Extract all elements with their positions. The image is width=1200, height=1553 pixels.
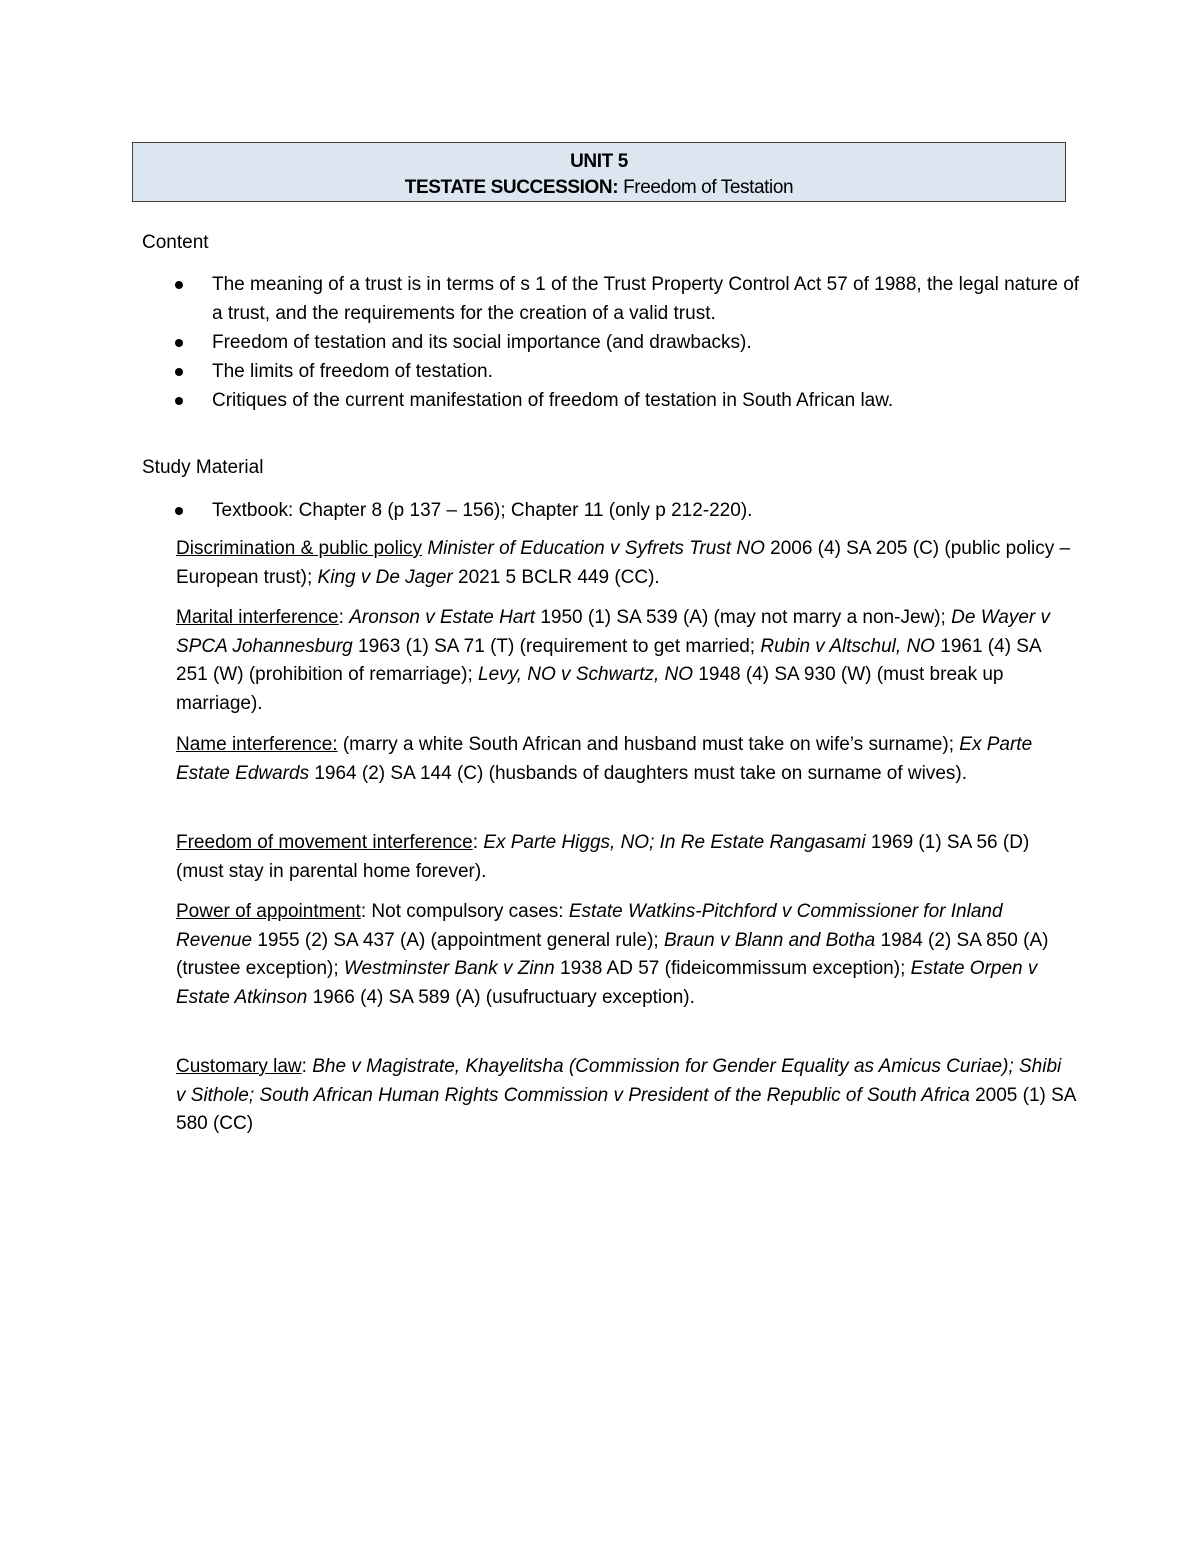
unit-number: UNIT 5	[570, 151, 628, 172]
content-bullet-item: The limits of freedom of testation.	[142, 357, 1082, 386]
bullet-icon	[175, 339, 183, 347]
content-bullet-item: The meaning of a trust is in terms of s 1 of the Trust Property Control Act 57 of 1988, the legal nature of a trust, and the requirements for the creation of a valid trust.	[142, 270, 1082, 328]
freedom-of-movement-paragraph: Freedom of movement interference: Ex Parte Higgs, NO; In Re Estate Rangasami 1969 (1) SA 56 (D) (must stay in parental home forever).	[176, 832, 1030, 882]
study-bullet-list	[142, 496, 1082, 525]
bullet-icon	[175, 397, 183, 405]
content-bullet-item: Critiques of the current manifestation of freedom of testation in South African law.	[142, 386, 1082, 415]
name-interference-paragraph: Name interference: (marry a white South African and husband must take on wife’s surname); Ex Parte Estate Edwards 1964 (2) SA 144 (C) (husbands of daughters must take on surname of wives).	[176, 734, 1033, 784]
study-material-heading: Study Material	[142, 457, 264, 478]
unit-heading-bold: TESTATE SUCCESSION:	[404, 177, 619, 198]
bullet-icon	[175, 281, 183, 289]
content-heading: Content	[142, 232, 209, 253]
power-of-appointment-paragraph: Power of appointment: Not compulsory cases: Estate Watkins-Pitchford v Commissioner for Inland Revenue 1955 (2) SA 437 (A) (appointment general rule); Braun v Blann and Botha 1984 (2) SA 850 (A) (trustee exception); Westminster Bank v Zinn 1938 AD 57 (fideicommissum exception); Estate Orpen v Estate Atkinson 1966 (4) SA 589 (A) (usufructuary exception).	[176, 901, 1049, 1008]
discrimination-paragraph: Discrimination & public policy Minister of Education v Syfrets Trust NO 2006 (4) SA 205 (C) (public policy – European trust); King v De Jager 2021 5 BCLR 449 (CC).	[176, 538, 1071, 588]
content-bullet-item: Freedom of testation and its social importance (and drawbacks).	[142, 328, 1082, 357]
marital-interference-paragraph: Marital interference: Aronson v Estate Hart 1950 (1) SA 539 (A) (may not marry a non-Jew); De Wayer v SPCA Johannesburg 1963 (1) SA 71 (T) (requirement to get married; Rubin v Altschul, NO 1961 (4) SA 251 (W) (prohibition of remarriage); Levy, NO v Schwartz, NO 1948 (4) SA 930 (W) (must break up marriage).	[176, 607, 1051, 714]
unit-heading-rest: Freedom of Testation	[618, 177, 794, 198]
content-bullet-list	[142, 270, 1082, 415]
study-bullet-item: Textbook: Chapter 8 (p 137 – 156); Chapter 11 (only p 212-220).	[142, 496, 1082, 525]
customary-law-paragraph: Customary law: Bhe v Magistrate, Khayelitsha (Commission for Gender Equality as Amicus Curiae); Shibi v Sithole; South African Human Rights Commission v President of the Republic of South Africa 2005 (1) SA 580 (CC)	[176, 1056, 1076, 1134]
unit-heading	[133, 175, 1065, 201]
bullet-icon	[175, 507, 183, 515]
bullet-icon	[175, 368, 183, 376]
unit-title-box	[132, 142, 1066, 202]
